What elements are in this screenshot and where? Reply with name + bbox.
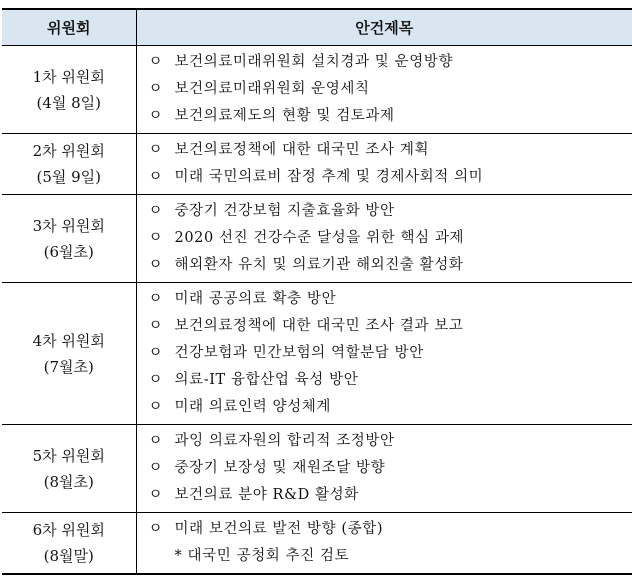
bullet-marker: ㅇ [148, 372, 164, 388]
agenda-item [149, 198, 632, 225]
committee-cell [2, 513, 136, 575]
bullet-marker: ㅇ [148, 433, 164, 449]
committee-date: (4월 8일) [36, 93, 102, 112]
bullet-marker: ㅇ [148, 142, 164, 158]
agenda-item [149, 252, 632, 279]
agenda-item [149, 225, 632, 252]
agenda-cell [136, 513, 632, 575]
agenda-cell [136, 134, 632, 195]
agenda-item-text: 미래 의료인력 양성체계 [174, 399, 331, 415]
table-row [2, 134, 632, 195]
committee-date: (8월말) [43, 547, 94, 565]
agenda-item-text: 미래 보건의료 발전 방향 (종합) [174, 521, 384, 537]
agenda-item [149, 103, 632, 130]
table-row [2, 425, 632, 513]
agenda-cell [136, 195, 632, 283]
table-row [2, 513, 632, 575]
committee-agenda-table [2, 8, 632, 575]
table-row [2, 195, 632, 283]
agenda-item [149, 49, 632, 76]
bullet-marker: ㅇ [148, 108, 164, 124]
agenda-item [149, 428, 632, 455]
bullet-marker: ㅇ [148, 257, 164, 273]
bullet-marker: ㅇ [148, 460, 164, 476]
committee-name: 5차 위원회 [32, 446, 105, 465]
agenda-note: * 대국민 공청회 추진 검토 [174, 548, 350, 564]
agenda-item [149, 76, 632, 103]
committee-name: 6차 위원회 [32, 521, 105, 539]
agenda-item [149, 516, 632, 543]
agenda-item [149, 313, 632, 340]
bullet-marker: ㅇ [148, 521, 164, 537]
committee-name: 1차 위원회 [32, 67, 105, 86]
committee-date: (8월초) [43, 472, 94, 491]
agenda-item-text: 보건의료제도의 현황 및 검토과제 [174, 108, 395, 124]
agenda-item-text: 미래 공공의료 확충 방안 [174, 291, 337, 307]
agenda-item-text: 의료-IT 융합산업 육성 방안 [174, 372, 359, 388]
agenda-item-text: 건강보험과 민간보험의 역할분담 방안 [174, 345, 424, 361]
bullet-marker: ㅇ [148, 54, 164, 70]
agenda-item [149, 394, 632, 421]
agenda-cell [136, 425, 632, 513]
agenda-item-text: 중장기 보장성 및 재원조달 방향 [174, 460, 386, 476]
committee-cell [2, 134, 136, 195]
agenda-item [149, 340, 632, 367]
agenda-item-text: 보건의료미래위원회 설치경과 및 운영방향 [174, 54, 454, 70]
table-row [2, 46, 632, 134]
agenda-item [149, 482, 632, 509]
agenda-item [149, 367, 632, 394]
agenda-item-text: 보건의료정책에 대한 대국민 조사 결과 보고 [174, 318, 464, 334]
committee-date: (5월 9일) [36, 168, 102, 186]
committee-name: 2차 위원회 [32, 142, 105, 160]
header-committee: 위원회 [2, 9, 136, 46]
agenda-item [149, 164, 632, 191]
agenda-item [149, 455, 632, 482]
committee-cell [2, 283, 136, 425]
agenda-item-text: 보건의료미래위원회 운영세칙 [174, 81, 370, 97]
bullet-marker: ㅇ [148, 203, 164, 219]
agenda-item-text: 중장기 건강보험 지출효율화 방안 [174, 203, 395, 219]
committee-cell [2, 46, 136, 134]
header-row [2, 9, 632, 46]
table-row [2, 283, 632, 425]
bullet-marker: ㅇ [148, 345, 164, 361]
agenda-item-text: 보건의료 분야 R&D 활성화 [174, 487, 359, 503]
bullet-marker: ㅇ [148, 81, 164, 97]
committee-name: 3차 위원회 [32, 216, 105, 235]
committee-cell [2, 195, 136, 283]
agenda-cell [136, 46, 632, 134]
bullet-marker: ㅇ [148, 487, 164, 503]
bullet-marker: ㅇ [148, 169, 164, 185]
committee-date: (7월초) [43, 357, 94, 376]
committee-date: (6월초) [43, 242, 94, 261]
bullet-marker: ㅇ [148, 291, 164, 307]
header-agenda: 안건제목 [136, 9, 632, 46]
agenda-item-text: 미래 국민의료비 잠정 추계 및 경제사회적 의미 [174, 169, 484, 185]
agenda-item [149, 286, 632, 313]
committee-name: 4차 위원회 [32, 331, 105, 350]
agenda-item-text: 2020 선진 건강수준 달성을 위한 핵심 과제 [174, 230, 465, 246]
agenda-item-text: 해외환자 유치 및 의료기관 해외진출 활성화 [174, 257, 464, 273]
agenda-cell [136, 283, 632, 425]
agenda-item-text: 보건의료정책에 대한 대국민 조사 계획 [174, 142, 430, 158]
agenda-item-text: 과잉 의료자원의 합리적 조정방안 [174, 433, 395, 449]
bullet-marker: ㅇ [148, 318, 164, 334]
bullet-marker: ㅇ [148, 230, 164, 246]
agenda-item [149, 137, 632, 164]
committee-cell [2, 425, 136, 513]
bullet-marker: ㅇ [148, 399, 164, 415]
